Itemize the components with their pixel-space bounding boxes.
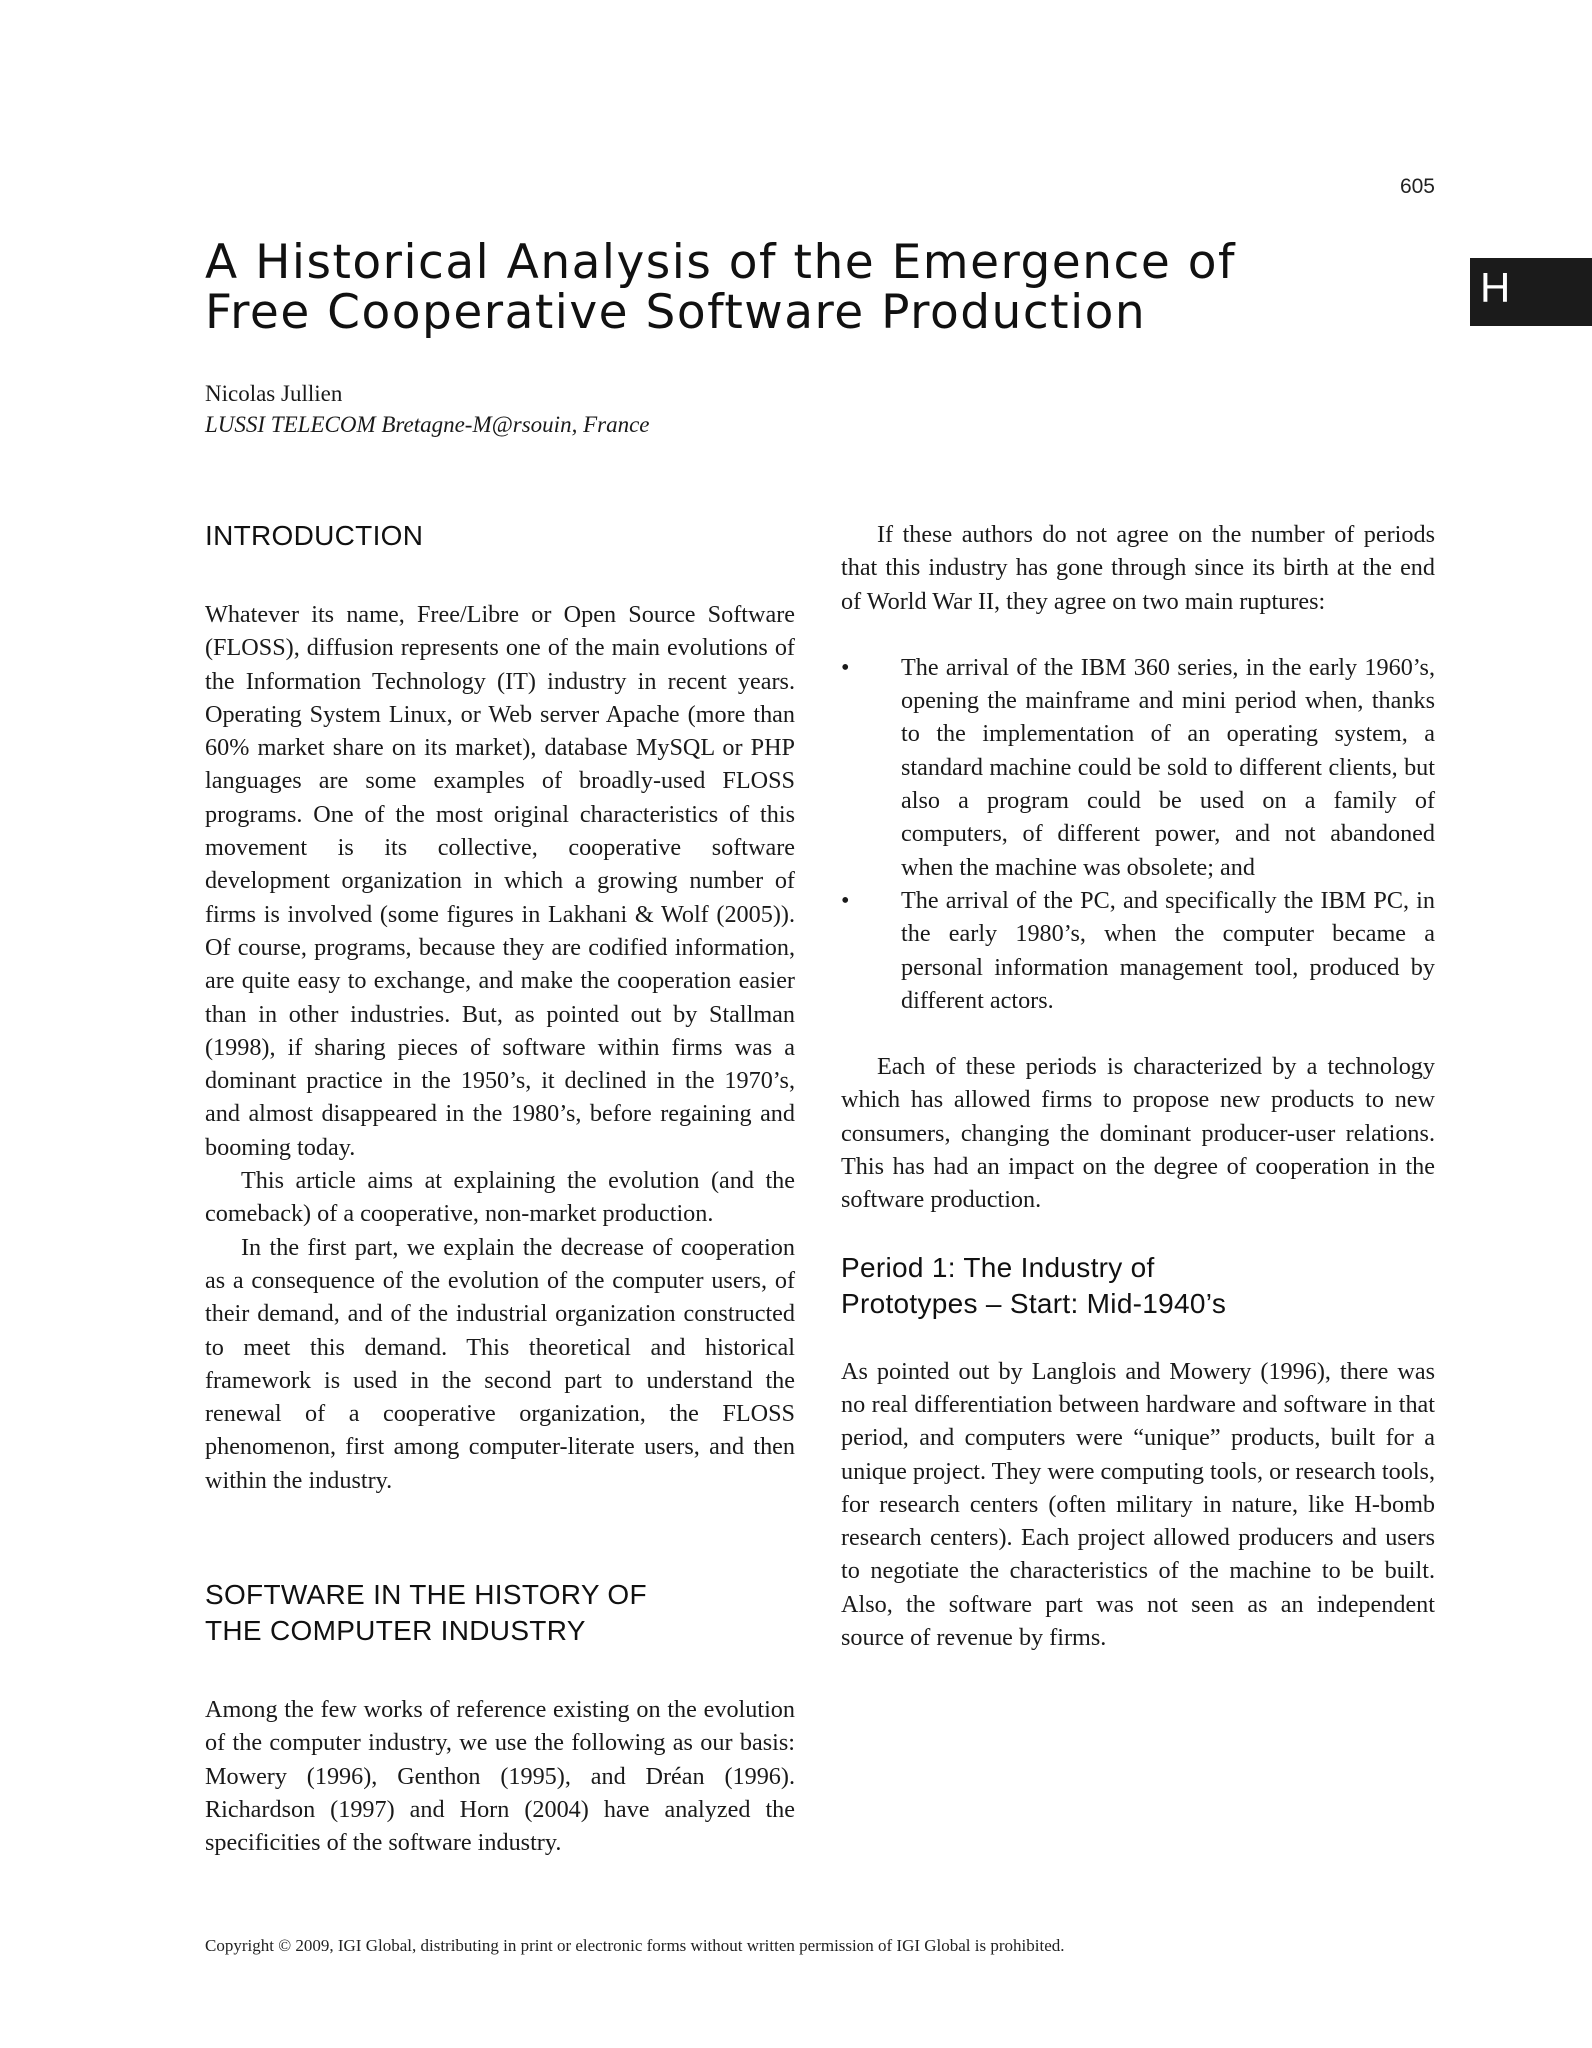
software-history-heading: [205, 1577, 795, 1649]
list-item-text: The arrival of the PC, and specifically the IBM PC, in the early 1980’s, when the computer became a personal information management tool, produced by different actors.: [901, 886, 1435, 1014]
introduction-heading: INTRODUCTION: [205, 520, 424, 551]
bullet-icon: •: [841, 886, 850, 914]
title-line-2: Free Cooperative Software Production: [205, 285, 1147, 340]
intro-paragraph-3: In the first part, we explain the decrease of cooperation as a consequence of the evolution of the computer users, of their demand, and of the industrial organization constructed to meet this demand. This theoretical and historical framework is used in the second part to understand the renewal of a cooperative organization, the FLOSS phenomenon, first among computer-literate users, and then within the industry.: [205, 1233, 795, 1494]
list-item: [841, 651, 1435, 884]
intro-paragraph-1: Whatever its name, Free/Libre or Open Source Software (FLOSS), diffusion represents one of the main evolutions of the Information Technology (IT) industry in recent years. Operating System Linux, or Web server Apache (more than 60% market share on its market), database MySQL or PHP languages are some examples of broadly-used FLOSS programs. One of the most original characteristics of this movement is its collective, cooperative software development organization in which a growing number of firms is involved (some figures in Lakhani & Wolf (2005)). Of course, programs, because they are codified information, are quite easy to exchange, and make the cooperation easier than in other industries. But, as pointed out by Stallman (1998), if sharing pieces of software within firms was a dominant practice in the 1950’s, it declined in the 1970’s, and almost disappeared in the 1980’s, before regaining and booming today.: [205, 601, 795, 1161]
list-item: [841, 884, 1435, 1017]
right-column: [841, 518, 1435, 1654]
period-1-heading: [841, 1250, 1435, 1322]
author-affiliation: LUSSI TELECOM Bretagne-M@rsouin, France: [205, 412, 650, 437]
section-thumb-tab: H: [1470, 258, 1592, 326]
page-number: 605: [1399, 175, 1435, 198]
ruptures-intro-paragraph: If these authors do not agree on the number of periods that this industry has gone through since its birth at the end of World War II, they agree on two main ruptures:: [841, 521, 1435, 615]
ruptures-list: [841, 651, 1435, 1017]
article-title: [205, 235, 1385, 340]
period-heading-line-1: Period 1: The Industry of: [841, 1251, 1155, 1283]
software-paragraph-1: Among the few works of reference existing on the evolution of the computer industry, we use the following as our basis: Mowery (1996), Genthon (1995), and Dréan (1996). Richardson (1997) and Horn (2004) have analyzed the specificities of the software industry.: [205, 1696, 795, 1857]
software-heading-line-1: SOFTWARE IN THE HISTORY OF: [205, 1579, 647, 1611]
title-line-1: A Historical Analysis of the Emergence of: [205, 235, 1237, 290]
author-name: Nicolas Jullien: [205, 381, 343, 406]
intro-paragraph-2: This article aims at explaining the evolution (and the comeback) of a cooperative, non-market production.: [205, 1167, 795, 1228]
periods-paragraph: Each of these periods is characterized by a technology which has allowed firms to propose new products to new consumers, changing the dominant producer-user relations. This has had an impact on the degree of cooperation in the software production.: [841, 1053, 1435, 1214]
period-heading-line-2: Prototypes – Start: Mid-1940’s: [841, 1287, 1227, 1319]
bullet-icon: •: [841, 653, 850, 681]
software-heading-line-2: THE COMPUTER INDUSTRY: [205, 1615, 586, 1647]
copyright-footer: Copyright © 2009, IGI Global, distributing in print or electronic forms without written permission of IGI Global is prohibited.: [205, 1936, 1065, 1955]
list-item-text: The arrival of the IBM 360 series, in the early 1960’s, opening the mainframe and mini period when, thanks to the implementation of an operating system, a standard machine could be sold to different clients, but also a program could be used on a family of computers, of different power, and not abandoned when the machine was obsolete; and: [901, 653, 1435, 881]
left-column: [205, 518, 795, 1860]
period-1-paragraph: As pointed out by Langlois and Mowery (1996), there was no real differentiation between hardware and software in that period, and computers were “unique” products, built for a unique project. They were computing tools, or research tools, for research centers (often military in nature, like H-bomb research centers). Each project allowed producers and users to negotiate the characteristics of the machine to be built. Also, the software part was not seen as an independent source of revenue by firms.: [841, 1357, 1435, 1652]
